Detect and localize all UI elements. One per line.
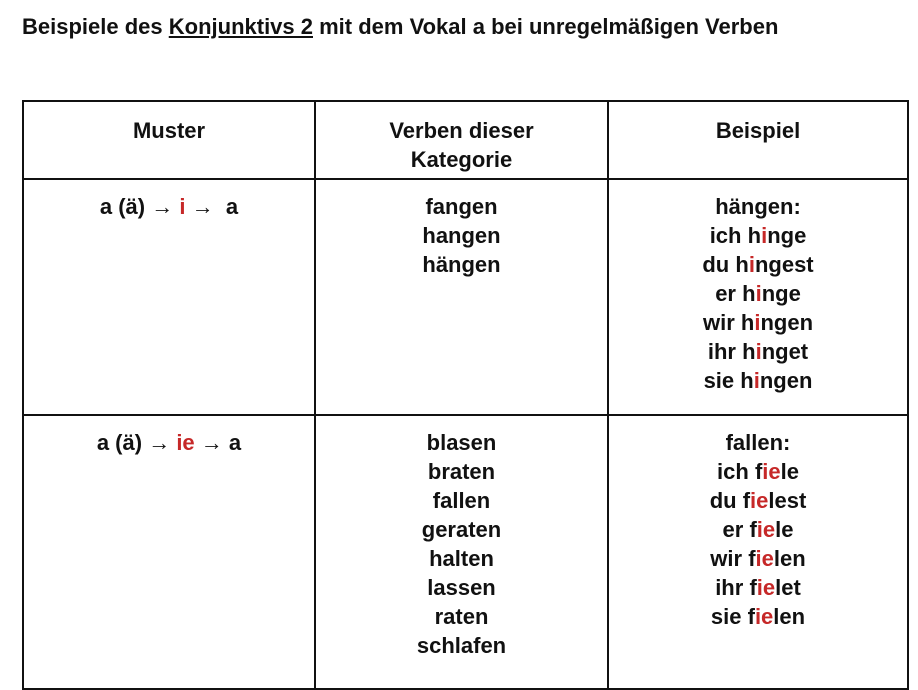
table-header-row (23, 101, 908, 179)
pattern-cell (23, 179, 315, 415)
conjugation-form: ihr hinget (707, 339, 809, 364)
verb-item: schlafen (416, 633, 507, 658)
verb-item: braten (427, 459, 496, 484)
vowel-highlight: ie (756, 575, 776, 600)
verbs-cell (315, 179, 608, 415)
example-heading: hängen: (715, 194, 801, 219)
verb-item: raten (434, 604, 489, 629)
vowel-highlight: ie (176, 430, 195, 455)
verb-item: hangen (422, 223, 501, 248)
vowel-highlight: ie (756, 517, 776, 542)
conjugation-form: wir hingen (702, 310, 814, 335)
conjugation-form: er fiele (722, 517, 794, 542)
conjugation-form: ich hinge (709, 223, 807, 248)
conjugation-form: sie fielen (710, 604, 806, 629)
vowel-highlight: i (753, 368, 760, 393)
vowel-highlight: i (761, 223, 768, 248)
vowel-highlight: i (755, 339, 762, 364)
conjugation-form: ihr fielet (715, 575, 801, 600)
example-cell (608, 179, 908, 415)
conjugation-form: wir fielen (710, 546, 806, 571)
verb-item: fallen (432, 488, 491, 513)
title-prefix: Beispiele des (22, 14, 169, 39)
conjugation-form: sie hingen (703, 368, 813, 393)
vowel-highlight: i (179, 194, 186, 219)
verb-item: blasen (426, 430, 497, 455)
verbs-cell (315, 415, 608, 689)
verb-item: geraten (421, 517, 502, 542)
header-muster: Muster (23, 101, 315, 179)
title-underlined: Konjunktivs 2 (168, 14, 313, 39)
vowel-highlight: ie (755, 546, 774, 571)
conjugation-table (22, 100, 909, 690)
conjugation-form: du fielest (709, 488, 807, 513)
title-suffix: mit dem Vokal a bei unregelmäßigen Verben (313, 14, 779, 39)
verb-item: halten (429, 546, 494, 571)
conjugation-form: ich fiele (717, 459, 799, 484)
vowel-highlight: i (754, 310, 761, 335)
header-verbs: Verben dieser Kategorie (315, 101, 608, 179)
table-row (23, 415, 908, 689)
verb-item: hängen (422, 252, 501, 277)
pattern: a (ä) → i → a (99, 194, 239, 219)
pattern-cell (23, 415, 315, 689)
pattern: a (ä) → ie → a (96, 430, 242, 455)
verb-item: fangen (425, 194, 498, 219)
conjugation-form: er hinge (715, 281, 801, 306)
example-heading: fallen: (725, 430, 791, 455)
verb-item: lassen (427, 575, 496, 600)
conjugation-form: du hingest (702, 252, 814, 277)
vowel-highlight: i (748, 252, 755, 277)
vowel-highlight: ie (762, 459, 781, 484)
page-title (22, 14, 778, 40)
vowel-highlight: ie (750, 488, 769, 513)
vowel-highlight: ie (754, 604, 774, 629)
vowel-highlight: i (755, 281, 762, 306)
example-cell (608, 415, 908, 689)
table-row (23, 179, 908, 415)
header-beispiel: Beispiel (608, 101, 908, 179)
